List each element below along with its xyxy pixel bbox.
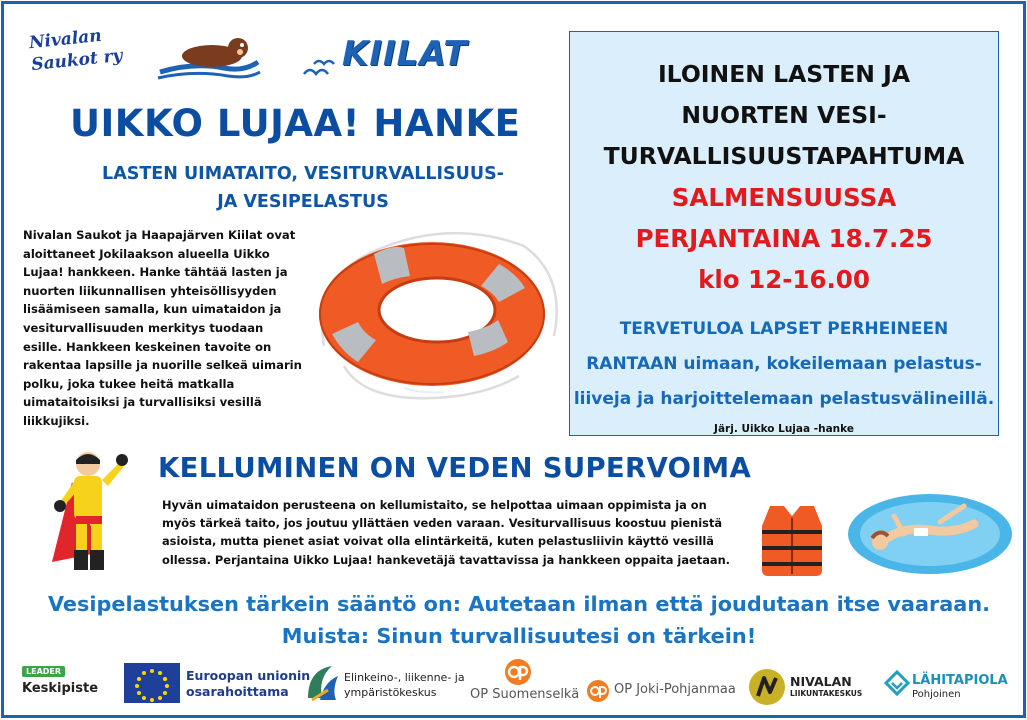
rule-line-1: Vesipelastuksen tärkein sääntö on: Autetaan ilman että joudutaan itse vaaraan. (47, 592, 991, 616)
event-welcome (570, 312, 998, 417)
float-section-text: Hyvän uimataidon perusteena on kellumistaito, se helpottaa uimaan oppimista ja on myös tärkeä taito, jos joutuu yllättäen veden varaan. Vesiturvallisuus koostuu pienistä asioista, mutta pienet asiat voivat olla elintärkeitä, kuten pelastusliivin käyttö vesillä ollessa. Perjantaina Uikko Lujaa! hankevetäjä tavattavissa ja hankkeen oppaita jaetaan. (162, 498, 731, 567)
op-logo-icon (586, 679, 610, 703)
event-date: PERJANTAINA 18.7.25 (635, 224, 933, 253)
eu-flag-icon (124, 663, 180, 703)
leader-name: Keskipiste (22, 681, 99, 696)
kiilat-wave-icon (300, 46, 344, 82)
lahitapiola-icon (884, 670, 910, 696)
nivalan-line-2: LIIKUNTAKESKUS (790, 689, 863, 698)
welcome-line-3: liiveja ja harjoittelemaan pelastusvälineillä. (573, 389, 995, 409)
event-time: klo 12-16.00 (698, 265, 870, 294)
welcome-line-2: RANTAAN uimaan, kokeilemaan pelastus- (586, 354, 982, 374)
superhero-icon (32, 442, 142, 577)
float-section-title: KELLUMINEN ON VEDEN SUPERVOIMA (158, 452, 752, 484)
nivalan-saukot-logo-text: Nivalan Saukot ry (28, 25, 124, 76)
floating-swimmer-icon (844, 490, 1014, 580)
event-organizer: Järj. Uikko Lujaa -hanke (714, 423, 854, 435)
event-heading (570, 54, 998, 177)
ely-label (344, 670, 465, 700)
event-heading-line-2: NUORTEN VESI- (681, 101, 887, 129)
intro-paragraph: Nivalan Saukot ja Haapajärven Kiilat ovat aloittaneet Jokilaakson alueella Uikko Lujaa! hankkeen. Hanke tähtää lasten ja nuorten liikunnallisen yhteisöllisyyden lisäämiseen samalla, kun uimataidon ja vesiturvallisuuden merkitys tuodaan esille. Hankkeen keskeinen tavoite on rakentaa lapsille ja nuorille selkeä uimarin polku, joka tukee heitä matkalla uimataitoisiksi ja turvallisiksi vesillä liikkujiksi. (23, 228, 302, 428)
otter-logo-icon (154, 32, 264, 82)
event-heading-line-3: TURVALLISUUSTAPAHTUMA (603, 142, 965, 170)
op-suomenselka-label: OP Suomenselkä (470, 687, 580, 702)
op-logo-icon (504, 658, 532, 686)
eu-line-2: osarahoittama (186, 684, 289, 699)
life-buoy-icon (304, 226, 564, 406)
ely-line-1: Elinkeino-, liikenne- ja (344, 671, 465, 684)
kiilat-logo-text: KIILAT (342, 34, 468, 74)
op-joki-pohjanmaa-label: OP Joki-Pohjanmaa (614, 682, 736, 697)
subtitle-line-2: JA VESIPELASTUS (217, 192, 389, 212)
eu-funding-label (186, 668, 310, 700)
lahitapiola-label (912, 674, 1008, 702)
lahitapiola-line-2: Pohjoinen (912, 689, 961, 700)
page-subtitle (68, 160, 538, 216)
leader-keskipiste-logo (22, 664, 98, 696)
event-location: SALMENSUUSSA (671, 183, 897, 212)
welcome-line-1: TERVETULOA LAPSET PERHEINEEN (619, 319, 949, 339)
life-jacket-icon (756, 500, 828, 578)
subtitle-line-1: LASTEN UIMATAITO, VESITURVALLISUUS- (102, 164, 504, 184)
event-heading-line-1: ILOINEN LASTEN JA (657, 60, 911, 88)
leader-badge: LEADER (22, 666, 65, 677)
event-info-box (569, 31, 999, 436)
ely-centre-icon (302, 662, 342, 704)
poster-frame (1, 1, 1026, 718)
nivalan-liikuntakeskus-label (790, 676, 862, 700)
nivalan-line-1: NIVALAN (790, 674, 852, 689)
lahitapiola-line-1: LÄHITAPIOLA (912, 673, 1008, 688)
nivalan-liikuntakeskus-icon (748, 668, 786, 706)
rules-block (39, 588, 999, 652)
ely-line-2: ympäristökeskus (344, 686, 437, 699)
page-title: UIKKO LUJAA! HANKE (70, 102, 521, 145)
eu-line-1: Euroopan unionin (186, 668, 311, 683)
rule-line-2: Muista: Sinun turvallisuutesi on tärkein! (281, 624, 757, 648)
